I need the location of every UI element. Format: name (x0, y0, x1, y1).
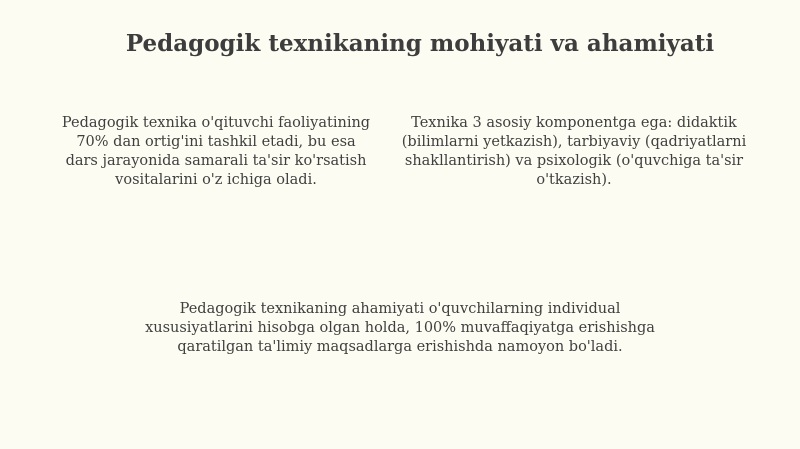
right-paragraph: Texnika 3 asosiy komponentga ega: didaktik (bilimlarni yetkazish), tarbiyaviy (qadriyatlarni shakllantirish) va psixologik (o'quvchiga ta'sir o'tkazish). (401, 115, 747, 188)
left-paragraph: Pedagogik texnika o'qituvchi faoliyatining 70% dan ortig'ini tashkil etadi, bu esa dars jarayonida samarali ta'sir ko'rsatish vositalarini o'z ichiga oladi. (61, 115, 371, 188)
slide-title: Pedagogik texnikaning mohiyati va ahamiyati (125, 30, 715, 57)
bottom-paragraph: Pedagogik texnikaning ahamiyati o'quvchilarning individual xususiyatlarini hisobga olgan holda, 100% muvaffaqiyatga erishishga qaratilgan ta'limiy maqsadlarga erishishda namoyon bo'ladi. (145, 301, 655, 355)
